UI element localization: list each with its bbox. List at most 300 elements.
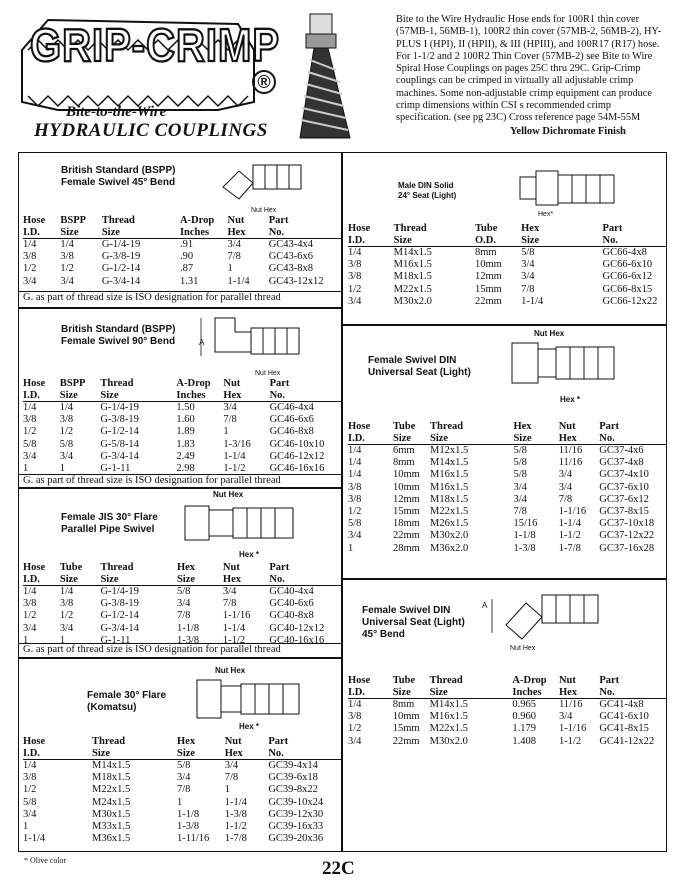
gc40-fitting-drawing: [183, 500, 303, 550]
gc46-cell: G-3/8-19: [100, 414, 139, 426]
gc46-cell: G-1-11: [100, 463, 131, 475]
gc46-cell: GC46-16x16: [269, 463, 325, 475]
gc39-cell: Hose: [23, 736, 46, 747]
gc40-header-row: [23, 574, 342, 586]
gc41-cell: M14x1.5: [429, 699, 468, 710]
gc39-cell: Nut: [224, 736, 242, 747]
gc43-cell: G-3/8-19: [101, 251, 141, 263]
gc40-nut-hex-label: Nut Hex: [213, 490, 244, 499]
gc66-cell: 5/8: [521, 247, 535, 258]
gc41-cell: 8mm: [392, 699, 415, 710]
gc43-fitting-drawing: [213, 157, 313, 209]
gc66-cell: GC66-6x12: [602, 271, 653, 283]
gc37-cell: 11/16: [558, 457, 583, 469]
gc37-table-row: [348, 506, 666, 518]
gc46-cell: 1/4: [23, 402, 37, 413]
gc37-cell: 22mm: [393, 530, 420, 542]
gc39-cell: 7/8: [177, 784, 191, 796]
gc37-cell: 1/4: [348, 469, 362, 481]
gc66-table: [348, 223, 666, 308]
gc40-cell: 1/4: [59, 586, 74, 597]
gc43-header-row: [23, 227, 342, 239]
gc46-nut-hex-label: Nut Hex: [255, 370, 281, 377]
gc37-table-row: [348, 482, 666, 494]
gc66-table-row: [348, 247, 666, 260]
gc43-cell: 3/4: [23, 275, 37, 287]
gc41-cell: 3/8: [348, 711, 362, 723]
panel-gc43: [18, 152, 343, 309]
gc37-header-row: [348, 421, 666, 433]
gc46-cell: 5/8: [23, 438, 37, 450]
gc41-table-row: [348, 699, 666, 712]
gc37-cell: M16x1.5: [430, 481, 469, 493]
gc66-cell: M22x1.5: [393, 283, 432, 295]
gc66-cell: M18x1.5: [393, 271, 432, 283]
gc39-cell: 1-3/8: [224, 808, 247, 820]
gc37-cell: 3/4: [513, 493, 527, 505]
gc40-cell: GC40-12x12: [269, 622, 325, 634]
gc39-cell: M22x1.5: [92, 784, 131, 796]
gc66-cell: Hose: [348, 223, 371, 234]
gc41-cell: Nut: [558, 675, 576, 686]
gc66-cell: Hex: [521, 223, 540, 234]
gc41-cell: Tube: [392, 675, 416, 686]
gc40-cell: 1-1/16: [222, 610, 251, 622]
gc39-cell: 1/2: [23, 784, 37, 796]
gc46-cell: Inches: [176, 390, 223, 402]
gc66-cell: 1-1/4: [521, 295, 544, 307]
gc39-cell: M18x1.5: [92, 772, 131, 784]
gc37-cell: M22x1.5: [430, 506, 469, 518]
gc46-cell: 1/4: [59, 402, 74, 413]
gc40-cell: 1-1/8: [176, 622, 200, 634]
gc37-table: [348, 421, 666, 555]
gc37-cell: 1-1/8: [513, 530, 536, 542]
gc39-cell: 1: [224, 784, 230, 796]
gc46-cell: 1.60: [176, 414, 195, 426]
gc37-cell: GC37-6x12: [599, 493, 649, 505]
gc46-table-row: [23, 426, 342, 438]
gc66-cell: GC66-4x8: [602, 247, 647, 258]
gc46-cell: 1/2: [59, 426, 74, 438]
gc40-table-row: [23, 586, 342, 599]
gc40-cell: Size: [100, 574, 177, 586]
gc37-cell: 5/8: [513, 457, 527, 469]
gc37-cell: GC37-4x8: [599, 457, 644, 469]
gc39-cell: 1-7/8: [224, 833, 247, 845]
gc37-cell: 3/8: [348, 493, 362, 505]
gc46-cell: No.: [270, 390, 342, 402]
gc40-cell: 7/8: [176, 610, 191, 622]
gc37-cell: GC37-10x18: [599, 518, 655, 530]
gc43-cell: 7/8: [227, 251, 241, 263]
gc37-cell: 28mm: [393, 542, 420, 554]
gc39-cell: 1-11/16: [177, 833, 210, 845]
gc39-table: [23, 736, 342, 845]
gc46-cell: A-Drop: [176, 378, 211, 389]
gc41-cell: No.: [599, 687, 666, 699]
gc46-cell: 1/2: [23, 426, 37, 438]
gc37-cell: 3/4: [558, 469, 573, 481]
gc40-header-row: [23, 562, 342, 574]
gc66-cell: 22mm: [474, 295, 502, 307]
gc66-cell: Size: [521, 235, 602, 247]
gc40-cell: G-1/2-14: [100, 610, 139, 622]
gc43-cell: GC43-12x12: [268, 275, 324, 287]
gc43-cell: GC43-4x4: [268, 239, 314, 250]
gc39-table-row: [23, 760, 342, 773]
gc39-header-row: [23, 748, 342, 760]
gc41-nut-hex-label: Nut Hex: [510, 645, 536, 652]
gc40-cell: 1-1/2: [222, 634, 246, 646]
gc66-cell: Thread: [393, 223, 427, 234]
gc46-cell: 1-1/2: [223, 463, 246, 475]
gc46-table-row: [23, 402, 342, 415]
gc40-cell: GC40-16x16: [269, 634, 325, 646]
gc39-cell: I.D.: [23, 748, 92, 760]
gc41-cell: M22x1.5: [429, 723, 468, 735]
gc46-header-row: [23, 378, 342, 390]
gc66-header-row: [348, 235, 666, 247]
gc37-cell: GC37-8x15: [599, 506, 649, 518]
gc39-cell: Hex: [225, 748, 269, 760]
gc66-cell: GC66-6x10: [602, 259, 653, 271]
gc40-cell: Hex: [176, 562, 196, 573]
gc43-table-row: [23, 251, 342, 263]
gc41-cell: Part: [599, 675, 620, 686]
gc66-cell: 7/8: [521, 283, 535, 295]
gc40-cell: No.: [269, 574, 342, 586]
gc39-cell: M33x1.5: [92, 821, 131, 833]
gc66-cell: 12mm: [474, 271, 502, 283]
gc39-cell: 1-1/2: [224, 821, 247, 833]
gc37-table-row: [348, 543, 666, 555]
gc40-cell: 3/4: [222, 586, 237, 597]
page-number: 22C: [322, 858, 355, 879]
gc39-cell: 1-1/4: [23, 833, 46, 845]
gc41-a-label: A: [482, 601, 488, 610]
gc46-cell: 1: [223, 426, 229, 438]
panel-gc37: [341, 324, 667, 580]
gc40-cell: Hose: [23, 562, 46, 573]
gc41-cell: 3/4: [348, 735, 362, 747]
gc41-header-row: [348, 675, 666, 687]
gc37-cell: 1-3/8: [513, 542, 536, 554]
gc37-cell: 3/8: [348, 481, 362, 493]
gc41-cell: 11/16: [558, 699, 583, 710]
gc46-note: G. as part of thread size is ISO designation for parallel thread: [19, 474, 342, 487]
gc46-cell: G-5/8-14: [100, 438, 139, 450]
gc66-cell: M16x1.5: [393, 259, 432, 271]
gc46-cell: 3/4: [223, 402, 237, 413]
gc46-cell: 1.50: [176, 402, 195, 413]
gc39-cell: 1: [23, 821, 29, 833]
gc40-cell: G-3/4-14: [100, 622, 139, 634]
gc43-cell: G-1/4-19: [101, 239, 141, 250]
gc43-cell: GC43-8x8: [268, 263, 314, 275]
gc39-cell: No.: [268, 748, 342, 760]
gc43-table-row: [23, 239, 342, 252]
gc46-cell: 1-3/16: [223, 438, 251, 450]
gc41-table: [348, 675, 666, 748]
gc66-cell: No.: [603, 235, 666, 247]
gc41-cell: Size: [430, 687, 513, 699]
gc41-cell: 0.960: [512, 711, 537, 723]
gc46-cell: Thread: [100, 378, 134, 389]
gc37-cell: 1-1/4: [558, 518, 581, 530]
gc40-cell: GC40-8x8: [269, 610, 314, 622]
panel-gc40: [18, 487, 343, 659]
gc37-cell: 1-7/8: [558, 542, 581, 554]
gc39-cell: Size: [92, 748, 177, 760]
gc40-table-row: [23, 610, 342, 622]
gc41-header-row: [348, 687, 666, 699]
gc37-nut-hex-label: Nut Hex: [534, 329, 565, 338]
gc39-table-row: [23, 784, 342, 796]
gc40-table-row: [23, 598, 342, 610]
gc41-fitting-drawing: [486, 585, 616, 645]
gc40-cell: Part: [269, 562, 290, 573]
gc43-cell: Thread: [101, 215, 135, 226]
gc37-table-row: [348, 518, 666, 530]
gc37-cell: 12mm: [393, 493, 420, 505]
gc39-cell: GC39-6x18: [268, 772, 318, 784]
gc43-cell: Nut: [227, 215, 245, 226]
gc43-cell: No.: [269, 227, 342, 239]
gc66-table-row: [348, 259, 666, 271]
gc66-cell: 3/4: [348, 295, 362, 307]
gc46-cell: 3/8: [23, 414, 37, 426]
gc37-cell: M14x1.5: [430, 457, 469, 469]
gc37-cell: Size: [393, 433, 430, 445]
gc66-cell: 1/2: [348, 283, 362, 295]
panel-gc41: [341, 578, 667, 852]
gc37-cell: Size: [513, 433, 558, 445]
gc66-table-row: [348, 296, 666, 308]
gc37-table-row: [348, 494, 666, 506]
gc37-cell: M18x1.5: [430, 493, 469, 505]
gc46-cell: 2.49: [176, 450, 195, 462]
gc43-cell: Hex: [227, 227, 268, 239]
gc39-cell: Size: [177, 748, 225, 760]
gc39-cell: GC39-20x36: [268, 833, 324, 845]
gc46-cell: 3/4: [23, 450, 37, 462]
gc37-cell: 3/4: [558, 481, 573, 493]
gc46-header-row: [23, 390, 342, 402]
gc40-cell: 1: [59, 634, 66, 646]
gc37-header-row: [348, 433, 666, 445]
registered-mark: ®: [252, 70, 276, 94]
header-description: Bite to the Wire Hydraulic Hose ends for 100R1 thin cover (57MB-1, 56MB-1), 100R2 thin cover (57MB-2, 56MB-2), HY-PLUS I (HPI), II (HPII), & III (HPIII), and 100R17 (R17) hose. For 1-1/2 and 2 100R2 Thin Cover (57MB-2) see Bite to Wire Spiral Hose Couplings on pages 25C thru 29C. Grip-Crimp couplings can be crimped in virtually all adjustable crimp machines. Some non-adjustable crimp equipment can produce crimp dimensions within CSI s recommended crimp specification. (see pg 23C) Cross reference page 54M-55M: [396, 14, 662, 124]
gc46-cell: G-1/4-19: [100, 402, 139, 413]
gc37-cell: M16x1.5: [430, 469, 469, 481]
gc46-cell: 2.98: [176, 463, 195, 475]
gc41-cell: M16x1.5: [429, 711, 468, 723]
gc39-cell: 3/8: [23, 772, 37, 784]
gc41-cell: 22mm: [392, 735, 420, 747]
gc43-cell: 1/4: [23, 239, 37, 250]
gc37-cell: Tube: [393, 421, 416, 432]
gc39-table-row: [23, 797, 342, 809]
gc46-cell: 1-1/4: [223, 450, 246, 462]
gc37-cell: GC37-12x22: [599, 530, 655, 542]
gc41-cell: GC41-4x8: [599, 699, 644, 710]
gc41-cell: M30x2.0: [429, 735, 468, 747]
gc41-cell: I.D.: [348, 687, 393, 699]
gc40-cell: GC40-4x4: [269, 586, 314, 597]
gc37-cell: 5/8: [513, 469, 527, 481]
olive-color-footnote: * Olive color: [24, 856, 67, 865]
gc39-cell: 5/8: [23, 796, 37, 808]
gc66-cell: 3/4: [521, 259, 535, 271]
gc46-cell: 1: [23, 463, 29, 475]
gc40-cell: Size: [177, 574, 223, 586]
gc43-header-row: [23, 215, 342, 227]
gc66-hex-label: Hex*: [538, 211, 554, 218]
gc39-cell: 1-1/8: [177, 808, 200, 820]
gc37-cell: 1/4: [348, 445, 362, 456]
gc39-cell: 1: [177, 796, 183, 808]
gc40-cell: 5/8: [176, 586, 191, 597]
gc41-cell: Size: [393, 687, 430, 699]
gc43-cell: A-Drop: [179, 215, 215, 226]
panel-gc66: [341, 152, 667, 326]
gc39-cell: M24x1.5: [92, 796, 131, 808]
gc41-table-row: [348, 736, 666, 748]
gc66-table-row: [348, 284, 666, 296]
gc41-cell: 1.408: [512, 735, 537, 747]
gc43-cell: 3/8: [60, 251, 74, 263]
gc41-cell: Inches: [512, 687, 559, 699]
gc39-header-row: [23, 736, 342, 748]
gc41-cell: 10mm: [392, 711, 420, 723]
gc37-cell: 11/16: [558, 445, 583, 456]
gc37-cell: GC37-4x6: [599, 445, 644, 456]
gc39-hex-label: Hex *: [239, 722, 260, 731]
gc43-cell: G-3/4-14: [101, 275, 141, 287]
gc37-cell: Hex: [513, 421, 532, 432]
gc39-title: Female 30° Flare (Komatsu): [87, 690, 167, 713]
gc46-table-row: [23, 451, 342, 463]
gc37-cell: Hose: [348, 421, 371, 432]
gc43-cell: G-1/2-14: [101, 263, 141, 275]
gc46-title: British Standard (BSPP) Female Swivel 90° Bend: [61, 324, 176, 347]
gc37-cell: 1-1/2: [558, 530, 581, 542]
gc46-table-row: [23, 414, 342, 426]
gc39-fitting-drawing: [193, 676, 305, 726]
gc66-cell: M14x1.5: [393, 247, 432, 258]
gc37-cell: 7/8: [558, 493, 573, 505]
gc40-cell: 1/2: [23, 610, 37, 622]
gc41-cell: 3/4: [558, 711, 573, 723]
gc66-cell: 3/8: [348, 259, 362, 271]
gc40-cell: Size: [60, 574, 101, 586]
gc40-cell: I.D.: [23, 574, 60, 586]
gc37-cell: 1-1/16: [558, 506, 587, 518]
gc46-table-row: [23, 439, 342, 451]
gc66-cell: 1/4: [348, 247, 362, 258]
gc37-title: Female Swivel DIN Universal Seat (Light): [368, 355, 471, 378]
gc41-cell: 15mm: [392, 723, 420, 735]
gc41-table-row: [348, 711, 666, 723]
gc37-cell: 18mm: [393, 518, 420, 530]
gc46-cell: GC46-10x10: [269, 438, 325, 450]
gc46-cell: 3/8: [59, 414, 74, 426]
gc39-cell: 3/4: [23, 808, 37, 820]
gc39-cell: 1/4: [23, 760, 37, 771]
tagline-2: HYDRAULIC COUPLINGS: [34, 120, 268, 141]
gc41-cell: 1-1/2: [558, 735, 582, 747]
gc40-cell: Hex: [223, 574, 269, 586]
gc37-cell: 3/4: [513, 481, 527, 493]
gc39-cell: 3/4: [224, 760, 239, 771]
gc41-cell: 0.965: [512, 699, 537, 710]
gc40-cell: Thread: [100, 562, 134, 573]
gc43-cell: Inches: [180, 227, 228, 239]
gc46-cell: 1.89: [176, 426, 195, 438]
gc37-cell: 6mm: [393, 445, 415, 456]
gc43-cell: .91: [179, 239, 194, 250]
gc66-cell: Size: [394, 235, 475, 247]
gc37-cell: M26x1.5: [430, 518, 469, 530]
gc43-title: British Standard (BSPP) Female Swivel 45° Bend: [61, 165, 176, 188]
gc66-cell: GC66-12x22: [602, 295, 658, 307]
gc41-cell: GC41-12x22: [599, 735, 655, 747]
logo-text: GRIP-CRIMP: [30, 20, 280, 72]
gc66-cell: 15mm: [474, 283, 502, 295]
gc37-table-row: [348, 445, 666, 458]
gc43-cell: I.D.: [23, 227, 60, 239]
gc40-cell: 3/4: [23, 622, 37, 634]
gc66-cell: Part: [602, 223, 623, 234]
gc37-cell: GC37-4x10: [599, 469, 649, 481]
gc39-table-row: [23, 772, 342, 784]
gc41-cell: 1/4: [348, 699, 362, 710]
gc66-cell: 3/4: [521, 271, 535, 283]
gc43-table-row: [23, 263, 342, 275]
gc43-cell: 3/4: [227, 239, 241, 250]
gc37-fitting-drawing: [508, 339, 620, 393]
gc37-table-row: [348, 457, 666, 469]
gc39-cell: 7/8: [224, 772, 239, 784]
gc46-cell: GC46-8x8: [269, 426, 314, 438]
gc66-cell: 3/8: [348, 271, 362, 283]
gc43-table: [23, 215, 342, 288]
gc37-cell: Size: [430, 433, 513, 445]
gc39-table-row: [23, 833, 342, 845]
gc37-cell: 8mm: [393, 457, 415, 469]
gc39-cell: Thread: [92, 736, 126, 747]
gc43-cell: 1.31: [179, 275, 199, 287]
gc40-hex-label: Hex *: [239, 550, 260, 559]
gc46-cell: Hex: [223, 390, 269, 402]
gc43-cell: 1/4: [60, 239, 74, 250]
gc40-cell: G-1/4-19: [100, 586, 139, 597]
hose-coupling-image: [270, 10, 385, 140]
gc37-cell: I.D.: [348, 433, 393, 445]
gc41-cell: GC41-6x10: [599, 711, 649, 723]
gc46-fitting-drawing: [195, 312, 305, 374]
gc43-cell: 1-1/4: [227, 275, 250, 287]
gc39-cell: GC39-8x22: [268, 784, 318, 796]
gc46-cell: 1: [59, 463, 65, 475]
gc39-cell: M36x1.5: [92, 833, 131, 845]
tagline-1: Bite-to-the-Wire: [66, 104, 167, 120]
gc46-a-label: A: [199, 338, 205, 347]
gc66-fitting-drawing: [518, 167, 618, 219]
gc43-cell: 3/8: [23, 251, 37, 263]
gc39-table-row: [23, 821, 342, 833]
